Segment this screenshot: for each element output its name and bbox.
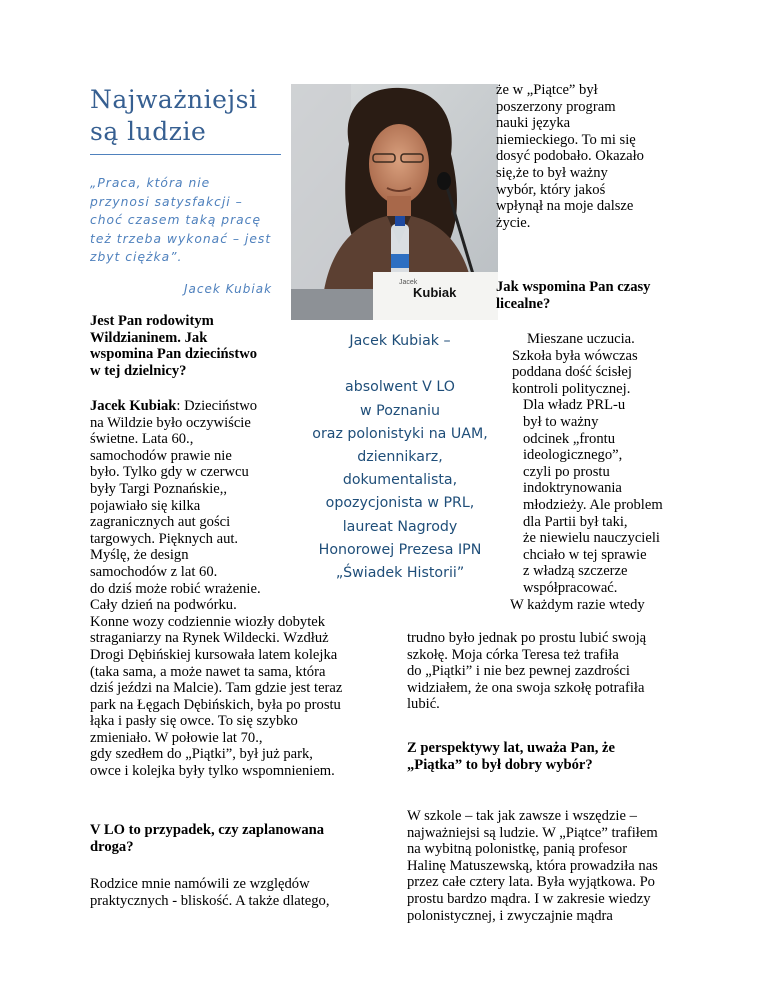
quote-line: „Praca, która nie (90, 176, 211, 190)
question-line: wspomina Pan dzieciństwo (90, 346, 258, 363)
question-line: Z perspektywy lat, uważa Pan, że (407, 740, 615, 756)
caption-line: Honorowej Prezesa IPN (318, 541, 482, 558)
text-line: prostu bardzo mądra. I w zakresie wiedzy (407, 890, 651, 907)
text-line: zagranicznych aut gości (90, 514, 231, 531)
text-line: niemieckiego. To mi się (496, 131, 636, 148)
caption-line: absolwent V LO (345, 379, 455, 396)
text-line: do dziś może robić wrażenie. (90, 580, 261, 597)
text-line: park na Łęgach Dębińskich, była po prostu (90, 696, 341, 713)
portrait-photo (291, 84, 498, 320)
text-line: młodzieży. Ale problem (523, 496, 663, 513)
question-heading (90, 822, 390, 855)
right-bottom-paragraph (407, 808, 682, 924)
text-line: dziś jeździ na Malcie). Tam gdzie jest teraz (90, 680, 343, 697)
text-line: Myślę, że design (90, 547, 189, 564)
text-line: poddana dość ścisłej (512, 364, 632, 381)
article-title (90, 84, 285, 148)
nameplate-small-text: Jacek (399, 279, 418, 286)
text-line: że w „Piątce” był (496, 82, 598, 98)
text-line: pojawiało się kilka (90, 497, 201, 514)
text-line: Szkoła była wówczas (512, 347, 638, 364)
title-line: są ludzie (90, 117, 207, 146)
text-line: Halinę Matuszewską, która prowadziła nas (407, 857, 658, 874)
answer-paragraph (90, 398, 390, 780)
text-fragment: : Dzieciństwo (176, 398, 258, 414)
text-line: dosyć podobało. Okazało (496, 148, 644, 165)
title-divider (90, 154, 281, 155)
question-line: Jest Pan rodowitym (90, 313, 214, 329)
portrait-illustration (291, 84, 498, 320)
quote-line: zbyt ciężka”. (90, 250, 183, 264)
caption-line: w Poznaniu (360, 402, 440, 419)
caption-line: opozycjonista w PRL, (325, 495, 475, 512)
text-line: ideologicznego”, (523, 447, 623, 464)
text-line: (taka sama, a może nawet ta sama, która (90, 663, 326, 680)
text-line: Mieszane uczucia. (527, 331, 635, 347)
text-line: współpracować. (523, 579, 618, 596)
text-line: kontroli politycznej. (512, 380, 631, 397)
text-line: indoktrynowania (523, 480, 622, 497)
question-line: Jak wspomina Pan czasy (496, 279, 651, 295)
text-line: z władzą szczerze (523, 563, 628, 580)
question-line: droga? (90, 838, 134, 855)
text-line: łąka i pasły się owce. To się szybko (90, 713, 298, 730)
title-line: Najważniejsi (90, 85, 258, 114)
question-heading (90, 313, 280, 379)
text-line: nauki języka (496, 115, 571, 132)
right-middle-paragraph (496, 331, 671, 613)
text-line: było. Tylko gdy w czerwcu (90, 464, 249, 481)
text-line: Drogi Dębińskiej kursowała latem kolejka (90, 646, 338, 663)
text-line: chciało w tej sprawie (523, 546, 647, 563)
text-line: zmieniało. W połowie lat 70., (90, 729, 263, 746)
text-line: samochodów prawie nie (90, 447, 232, 464)
text-line: na wybitną polonistkę, panią profesor (407, 841, 628, 858)
text-line: polonistycznej, i zwyczajnie mądra (407, 907, 613, 924)
caption-line: dokumentalista, (342, 472, 458, 489)
caption-line: dziennikarz, (357, 449, 443, 465)
text-line: samochodów z lat 60. (90, 563, 218, 580)
text-line: Dla władz PRL-u (523, 397, 626, 414)
text-line: gdy szedłem do „Piątki”, był już park, (90, 746, 313, 763)
quote-author: Jacek Kubiak (184, 282, 273, 296)
text-line: wybór, który jakoś (496, 181, 606, 198)
text-line: wpłynął na moje dalsze (496, 198, 634, 215)
text-line: czyli po prostu (523, 463, 610, 480)
caption-line: oraz polonistyki na UAM, (312, 425, 488, 442)
text-line: był to ważny (523, 413, 599, 430)
question-line: V LO to przypadek, czy zaplanowana (90, 822, 325, 838)
text-line: widziałem, że ona swoja szkołę potrafiła (407, 679, 645, 696)
quote-line: też trzeba wykonać – jest (90, 231, 272, 246)
text-line: praktycznych - bliskość. A także dlatego, (90, 892, 330, 909)
question-line: Wildzianinem. Jak (90, 329, 208, 346)
question-line: „Piątka” to był dobry wybór? (407, 756, 593, 773)
quote-line: przynosi satysfakcji – (90, 194, 243, 209)
text-line (90, 398, 390, 415)
question-heading (407, 740, 677, 773)
answer-paragraph (90, 876, 390, 909)
text-line: lubić. (407, 696, 440, 713)
right-wide-paragraph (407, 630, 677, 713)
text-line: życie. (496, 214, 531, 231)
caption-line: laureat Nagrody (342, 518, 458, 535)
text-line: straganiarzy na Rynek Wildecki. Wzdłuż (90, 630, 329, 647)
text-line: świetne. Lata 60., (90, 431, 194, 448)
text-line: W szkole – tak jak zawsze i wszędzie – (407, 808, 637, 824)
text-line: poszerzony program (496, 98, 616, 115)
question-line: licealne? (496, 295, 551, 312)
question-line: w tej dzielnicy? (90, 362, 187, 379)
text-line: szkołę. Moja córka Teresa też trafiła (407, 646, 619, 663)
text-line: najważniejsi są ludzie. W „Piątce” trafiłem (407, 824, 658, 841)
text-line: W każdym razie wtedy (510, 596, 645, 613)
text-line: się,że to był ważny (496, 164, 608, 181)
text-line: przez całe cztery lata. Była wyjątkowa. Po (407, 874, 655, 891)
text-line: do „Piątki” i nie bez pewnej zazdrości (407, 663, 630, 680)
pull-quote (90, 174, 290, 267)
text-line: Konne wozy codziennie wiozły dobytek (90, 613, 326, 630)
caption-line (288, 353, 512, 376)
caption-line: Jacek Kubiak – (349, 333, 451, 349)
text-line: na Wildzie było oczywiście (90, 414, 251, 431)
text-line: targowych. Pięknych aut. (90, 530, 239, 547)
text-line: Rodzice mnie namówili ze względów (90, 876, 310, 892)
question-heading (496, 279, 671, 312)
speaker-name: Jacek Kubiak (90, 398, 177, 414)
text-line: odcinek „frontu (523, 430, 615, 447)
nameplate-name: Kubiak (413, 285, 457, 300)
text-line: były Targi Poznańskie,, (90, 480, 228, 497)
text-line: że niewielu nauczycieli (523, 530, 660, 547)
text-line: dla Partii był taki, (523, 513, 628, 530)
right-top-paragraph (496, 82, 666, 231)
text-line: Cały dzień na podwórku. (90, 597, 237, 614)
quote-line: choć czasem taką pracę (90, 213, 262, 227)
caption-line: „Świadek Historii” (335, 565, 465, 582)
text-line: owce i kolejka były tylko wspomnieniem. (90, 763, 335, 780)
text-line: trudno było jednak po prostu lubić swoją (407, 630, 647, 646)
